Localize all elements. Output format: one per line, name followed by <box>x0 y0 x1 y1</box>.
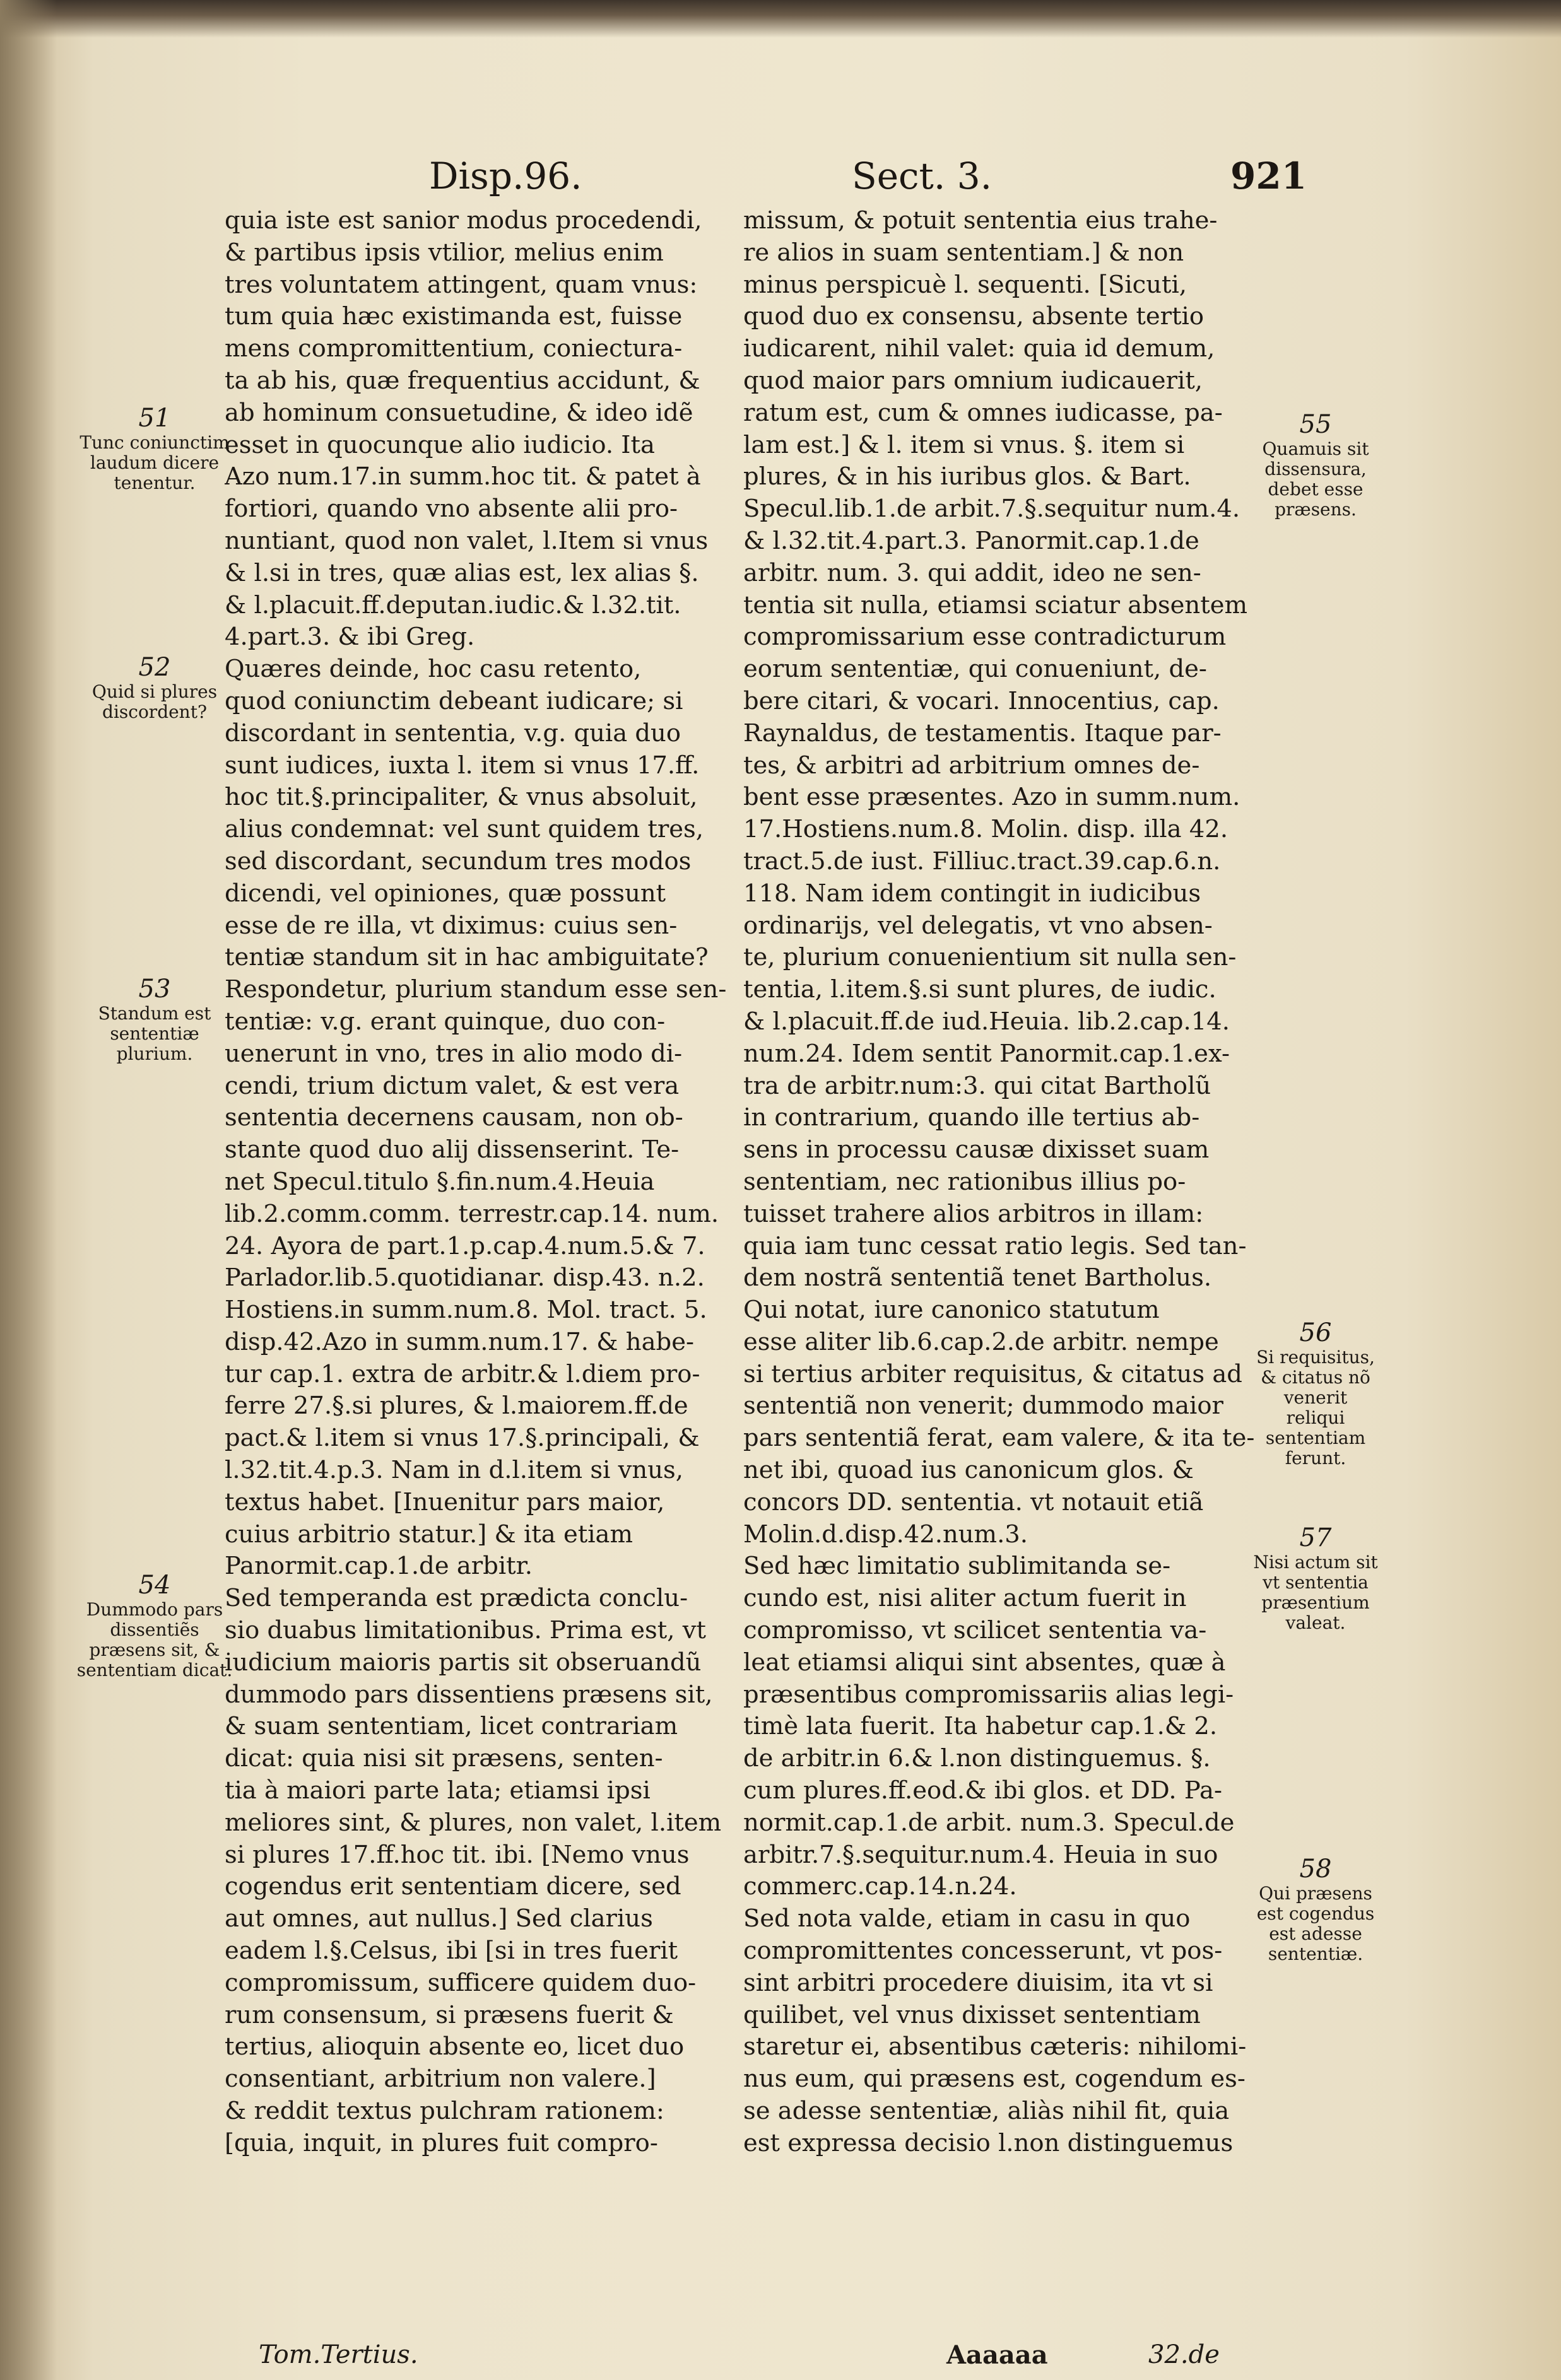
text-line: Qui notat, iure canonico statutum <box>743 1296 1160 1325</box>
text-line: quia iam tunc cessat ratio legis. Sed tan- <box>743 1231 1247 1260</box>
text-line: tentia sit nulla, etiamsi sciatur absentem <box>743 590 1247 619</box>
text-line: arbitr.7.§.sequitur.num.4. Heuia in suo <box>743 1840 1218 1869</box>
text-line: eadem l.§.Celsus, ibi [si in tres fuerit <box>225 1937 678 1966</box>
margin-note-number: 54 <box>138 1571 171 1600</box>
text-line: Parlador.lib.5.quotidianar. disp.43. n.2. <box>225 1263 705 1293</box>
text-line: iudicium maioris partis sit obseruandũ <box>225 1648 702 1677</box>
text-line: minus perspicuè l. sequenti. [Sicuti, <box>743 270 1187 299</box>
text-line: fortiori, quando vno absente alii pro- <box>225 495 678 524</box>
text-line: si tertius arbiter requisitus, & citatus ad <box>743 1359 1242 1388</box>
footer-catchword: 32.de <box>1148 2340 1220 2369</box>
text-line: est expressa decisio l.non distinguemus <box>743 2128 1234 2157</box>
text-line: & l.32.tit.4.part.3. Panormit.cap.1.de <box>743 526 1199 555</box>
text-line: sint arbitri procedere diuisim, ita vt si <box>743 1968 1213 1997</box>
text-line: compromissarium esse contradicturum <box>743 623 1227 652</box>
text-line: & l.si in tres, quæ alias est, lex alias §. <box>225 558 699 587</box>
text-line: tra de arbitr.num:3. qui citat Bartholũ <box>743 1071 1211 1100</box>
text-line: consentiant, arbitrium non valere.] <box>225 2065 656 2094</box>
text-line: lib.2.comm.comm. terrestr.cap.14. num. <box>225 1199 719 1228</box>
text-line: & partibus ipsis vtilior, melius enim <box>225 238 664 267</box>
text-line: eorum sententiæ, qui conueniunt, de- <box>743 655 1207 684</box>
text-line: & l.placuit.ff.de iud.Heuia. lib.2.cap.14. <box>743 1007 1230 1036</box>
text-line: Panormit.cap.1.de arbitr. <box>225 1552 533 1581</box>
margin-note-57 <box>1252 1523 1379 1633</box>
text-line: de arbitr.in 6.& l.non distinguemus. §. <box>743 1744 1211 1773</box>
margin-note-number: 56 <box>1299 1318 1332 1347</box>
text-line: num.24. Idem sentit Panormit.cap.1.ex- <box>743 1039 1230 1068</box>
margin-note-52 <box>76 653 233 722</box>
text-line: dummodo pars dissentiens præsens sit, <box>225 1680 713 1709</box>
text-line: Hostiens.in summ.num.8. Mol. tract. 5. <box>225 1296 707 1325</box>
margin-note-text: Dummodo pars dissentiẽs præsens sit, & sententiam dicat. <box>76 1599 233 1680</box>
margin-note-text: Quid si plures discordent? <box>91 681 218 722</box>
text-line: concors DD. sententia. vt notauit etiã <box>743 1487 1204 1516</box>
text-line: arbitr. num. 3. qui addit, ideo ne sen- <box>743 558 1201 587</box>
text-line: rum consensum, si præsens fuerit & <box>225 2000 674 2029</box>
margin-note-number: 58 <box>1299 1855 1332 1884</box>
text-line: pact.& l.item si vnus 17.§.principali, & <box>225 1424 700 1453</box>
text-line: tum quia hæc existimanda est, fuisse <box>225 302 683 331</box>
margin-note-number: 55 <box>1299 410 1332 439</box>
margin-note-55 <box>1252 410 1379 520</box>
text-line: esse de re illa, vt diximus: cuius sen- <box>225 911 678 940</box>
margin-note-text: Nisi actum sit vt sententia præsentium valeat. <box>1253 1552 1378 1633</box>
text-line: & suam sententiam, licet contrariam <box>225 1712 678 1741</box>
text-line: textus habet. [Inuenitur pars maior, <box>225 1487 665 1516</box>
text-line: & l.placuit.ff.deputan.iudic.& l.32.tit. <box>225 590 681 619</box>
text-line: bere citari, & vocari. Innocentius, cap. <box>743 686 1220 715</box>
gutter-shadow <box>0 0 57 2380</box>
text-line: stante quod duo alij dissenserint. Te- <box>225 1135 680 1164</box>
text-line: ferre 27.§.si plures, & l.maiorem.ff.de <box>225 1392 688 1421</box>
text-line: in contrarium, quando ille tertius ab- <box>743 1103 1200 1132</box>
text-line: sententiã non venerit; dummodo maior <box>743 1392 1223 1421</box>
right-text-column <box>743 205 1256 2160</box>
text-line: normit.cap.1.de arbit. num.3. Specul.de <box>743 1808 1235 1837</box>
text-line: tres voluntatem attingent, quam vnus: <box>225 270 698 299</box>
text-line: alius condemnat: vel sunt quidem tres, <box>225 815 704 844</box>
text-line: nuntiant, quod non valet, l.Item si vnus <box>225 526 709 555</box>
text-line: tia à maiori parte lata; etiamsi ipsi <box>225 1776 651 1805</box>
text-line: tertius, alioquin absente eo, licet duo <box>225 2032 685 2061</box>
text-line: sententiam, nec rationibus illius po- <box>743 1167 1186 1196</box>
text-line: se adesse sententiæ, aliàs nihil fit, quia <box>743 2097 1230 2126</box>
margin-note-51 <box>76 404 233 493</box>
margin-note-number: 51 <box>138 404 171 433</box>
text-line: Azo num.17.in summ.hoc tit. & patet à <box>225 462 701 491</box>
text-line: Molin.d.disp.42.num.3. <box>743 1520 1028 1549</box>
text-line: si plures 17.ff.hoc tit. ibi. [Nemo vnus <box>225 1840 690 1869</box>
footer-signature: Aaaaaa <box>946 2340 1048 2370</box>
text-line: dicat: quia nisi sit præsens, senten- <box>225 1744 663 1773</box>
text-line: 17.Hostiens.num.8. Molin. disp. illa 42. <box>743 815 1228 844</box>
text-line: ordinarijs, vel delegatis, vt vno absen- <box>743 911 1213 940</box>
text-line: tract.5.de iust. Filliuc.tract.39.cap.6.n. <box>743 847 1221 876</box>
text-line: meliores sint, & plures, non valet, l.item <box>225 1808 722 1837</box>
text-line: mens compromittentium, coniectura- <box>225 334 683 363</box>
text-line: disp.42.Azo in summ.num.17. & habe- <box>225 1327 694 1356</box>
text-line: cendi, trium dictum valet, & est vera <box>225 1071 680 1100</box>
text-line: quod maior pars omnium iudicauerit, <box>743 366 1203 395</box>
text-line: hoc tit.§.principaliter, & vnus absoluit, <box>225 783 698 812</box>
text-line: Sed nota valde, etiam in casu in quo <box>743 1904 1191 1933</box>
margin-note-text: Si requisitus, & citatus nõ venerit reliqui sententiam ferunt. <box>1256 1347 1375 1468</box>
text-line: tentiæ: v.g. erant quinque, duo con- <box>225 1007 666 1036</box>
text-line: bent esse præsentes. Azo in summ.num. <box>743 783 1240 812</box>
text-line: tuisset trahere alios arbitros in illam: <box>743 1199 1204 1228</box>
footer-volume: Tom.Tertius. <box>259 2340 418 2369</box>
text-line: sententia decernens causam, non ob- <box>225 1103 683 1132</box>
text-line: esset in quocunque alio iudicio. Ita <box>225 430 655 459</box>
text-line: 118. Nam idem contingit in iudicibus <box>743 879 1201 908</box>
text-line: timè lata fuerit. Ita habetur cap.1.& 2. <box>743 1712 1218 1741</box>
text-line: cuius arbitrio statur.] & ita etiam <box>225 1520 633 1549</box>
text-line: esse aliter lib.6.cap.2.de arbitr. nempe <box>743 1327 1219 1356</box>
margin-note-text: Quamuis sit dissensura, debet esse præsens. <box>1262 438 1369 520</box>
text-line: ratum est, cum & omnes iudicasse, pa- <box>743 398 1223 427</box>
text-line: l.32.tit.4.p.3. Nam in d.l.item si vnus, <box>225 1456 683 1485</box>
text-line: aut omnes, aut nullus.] Sed clarius <box>225 1904 653 1933</box>
left-text-column <box>225 205 736 2160</box>
margin-note-text: Qui præsens est cogendus est adesse sententiæ. <box>1256 1883 1375 1964</box>
text-line: quia iste est sanior modus procedendi, <box>225 206 702 235</box>
text-line: cundo est, nisi aliter actum fuerit in <box>743 1584 1187 1613</box>
text-line: Sed temperanda est prædicta conclu- <box>225 1584 688 1613</box>
text-line: sens in processu causæ dixisset suam <box>743 1135 1210 1164</box>
text-line: sunt iudices, iuxta l. item si vnus 17.ff. <box>225 751 700 780</box>
text-line: ab hominum consuetudine, & ideo idẽ <box>225 398 693 427</box>
text-line: sed discordant, secundum tres modos <box>225 847 692 876</box>
text-line: pars sententiã ferat, eam valere, & ita te- <box>743 1424 1255 1453</box>
text-line: [quia, inquit, in plures fuit compro- <box>225 2128 658 2157</box>
text-line: cum plures.ff.eod.& ibi glos. et DD. Pa- <box>743 1776 1222 1805</box>
text-line: compromisso, vt scilicet sententia va- <box>743 1616 1207 1645</box>
text-line: re alios in suam sententiam.] & non <box>743 238 1184 267</box>
text-line: compromittentes concesserunt, vt pos- <box>743 1937 1223 1966</box>
text-line: uenerunt in vno, tres in alio modo di- <box>225 1039 683 1068</box>
text-line: quilibet, vel vnus dixisset sententiam <box>743 2000 1201 2029</box>
text-line: discordant in sententia, v.g. quia duo <box>225 718 681 747</box>
text-line: iudicarent, nihil valet: quia id demum, <box>743 334 1215 363</box>
text-line: ta ab his, quæ frequentius accidunt, & <box>225 366 700 395</box>
text-line: præsentibus compromissariis alias legi- <box>743 1680 1234 1709</box>
header-section: Sect. 3. <box>852 155 993 197</box>
text-line: staretur ei, absentibus cæteris: nihilomi- <box>743 2032 1247 2061</box>
text-line: missum, & potuit sententia eius trahe- <box>743 206 1218 235</box>
text-line: dem nostrã sententiã tenet Bartholus. <box>743 1263 1212 1293</box>
margin-note-56 <box>1252 1318 1379 1468</box>
margin-note-number: 57 <box>1299 1523 1332 1552</box>
text-line: quod coniunctim debeant iudicare; si <box>225 686 683 715</box>
text-line: Respondetur, plurium standum esse sen- <box>225 975 727 1004</box>
text-line: dicendi, vel opiniones, quæ possunt <box>225 879 666 908</box>
page-number: 921 <box>1230 155 1307 197</box>
text-line: 24. Ayora de part.1.p.cap.4.num.5.& 7. <box>225 1231 705 1260</box>
text-line: tur cap.1. extra de arbitr.& l.diem pro- <box>225 1359 700 1388</box>
text-line: plures, & in his iuribus glos. & Bart. <box>743 462 1191 491</box>
text-line: leat etiamsi aliqui sint absentes, quæ à <box>743 1648 1226 1677</box>
margin-note-number: 53 <box>138 975 171 1004</box>
text-line: tentia, l.item.§.si sunt plures, de iudic. <box>743 975 1216 1004</box>
margin-note-number: 52 <box>138 653 171 682</box>
margin-note-text: Standum est sententiæ plurium. <box>98 1003 211 1064</box>
text-line: nus eum, qui præsens est, cogendum es- <box>743 2065 1246 2094</box>
text-line: tes, & arbitri ad arbitrium omnes de- <box>743 751 1200 780</box>
text-line: Raynaldus, de testamentis. Itaque par- <box>743 718 1222 747</box>
margin-note-54 <box>76 1571 233 1680</box>
margin-note-58 <box>1252 1855 1379 1964</box>
text-line: net Specul.titulo §.fin.num.4.Heuia <box>225 1167 655 1196</box>
text-line: lam est.] & l. item si vnus. §. item si <box>743 430 1185 459</box>
margin-note-text: Tunc coniunctim laudum dicere tenentur. <box>80 432 230 493</box>
text-line: Sed hæc limitatio sublimitanda se- <box>743 1552 1171 1581</box>
header-disputation: Disp.96. <box>429 155 582 197</box>
text-line: sio duabus limitationibus. Prima est, vt <box>225 1616 706 1645</box>
text-line: & reddit textus pulchram rationem: <box>225 2097 664 2126</box>
text-line: Quæres deinde, hoc casu retento, <box>225 655 642 684</box>
margin-note-53 <box>76 975 233 1064</box>
page-header <box>0 155 1561 211</box>
text-line: 4.part.3. & ibi Greg. <box>225 623 475 652</box>
text-line: Specul.lib.1.de arbit.7.§.sequitur num.4. <box>743 495 1240 524</box>
text-line: net ibi, quoad ius canonicum glos. & <box>743 1456 1194 1485</box>
text-line: commerc.cap.14.n.24. <box>743 1872 1017 1901</box>
text-line: cogendus erit sententiam dicere, sed <box>225 1872 681 1901</box>
text-line: te, plurium conuenientium sit nulla sen- <box>743 943 1237 972</box>
text-line: tentiæ standum sit in hac ambiguitate? <box>225 943 709 972</box>
text-line: compromissum, sufficere quidem duo- <box>225 1968 697 1997</box>
text-line: quod duo ex consensu, absente tertio <box>743 302 1205 331</box>
